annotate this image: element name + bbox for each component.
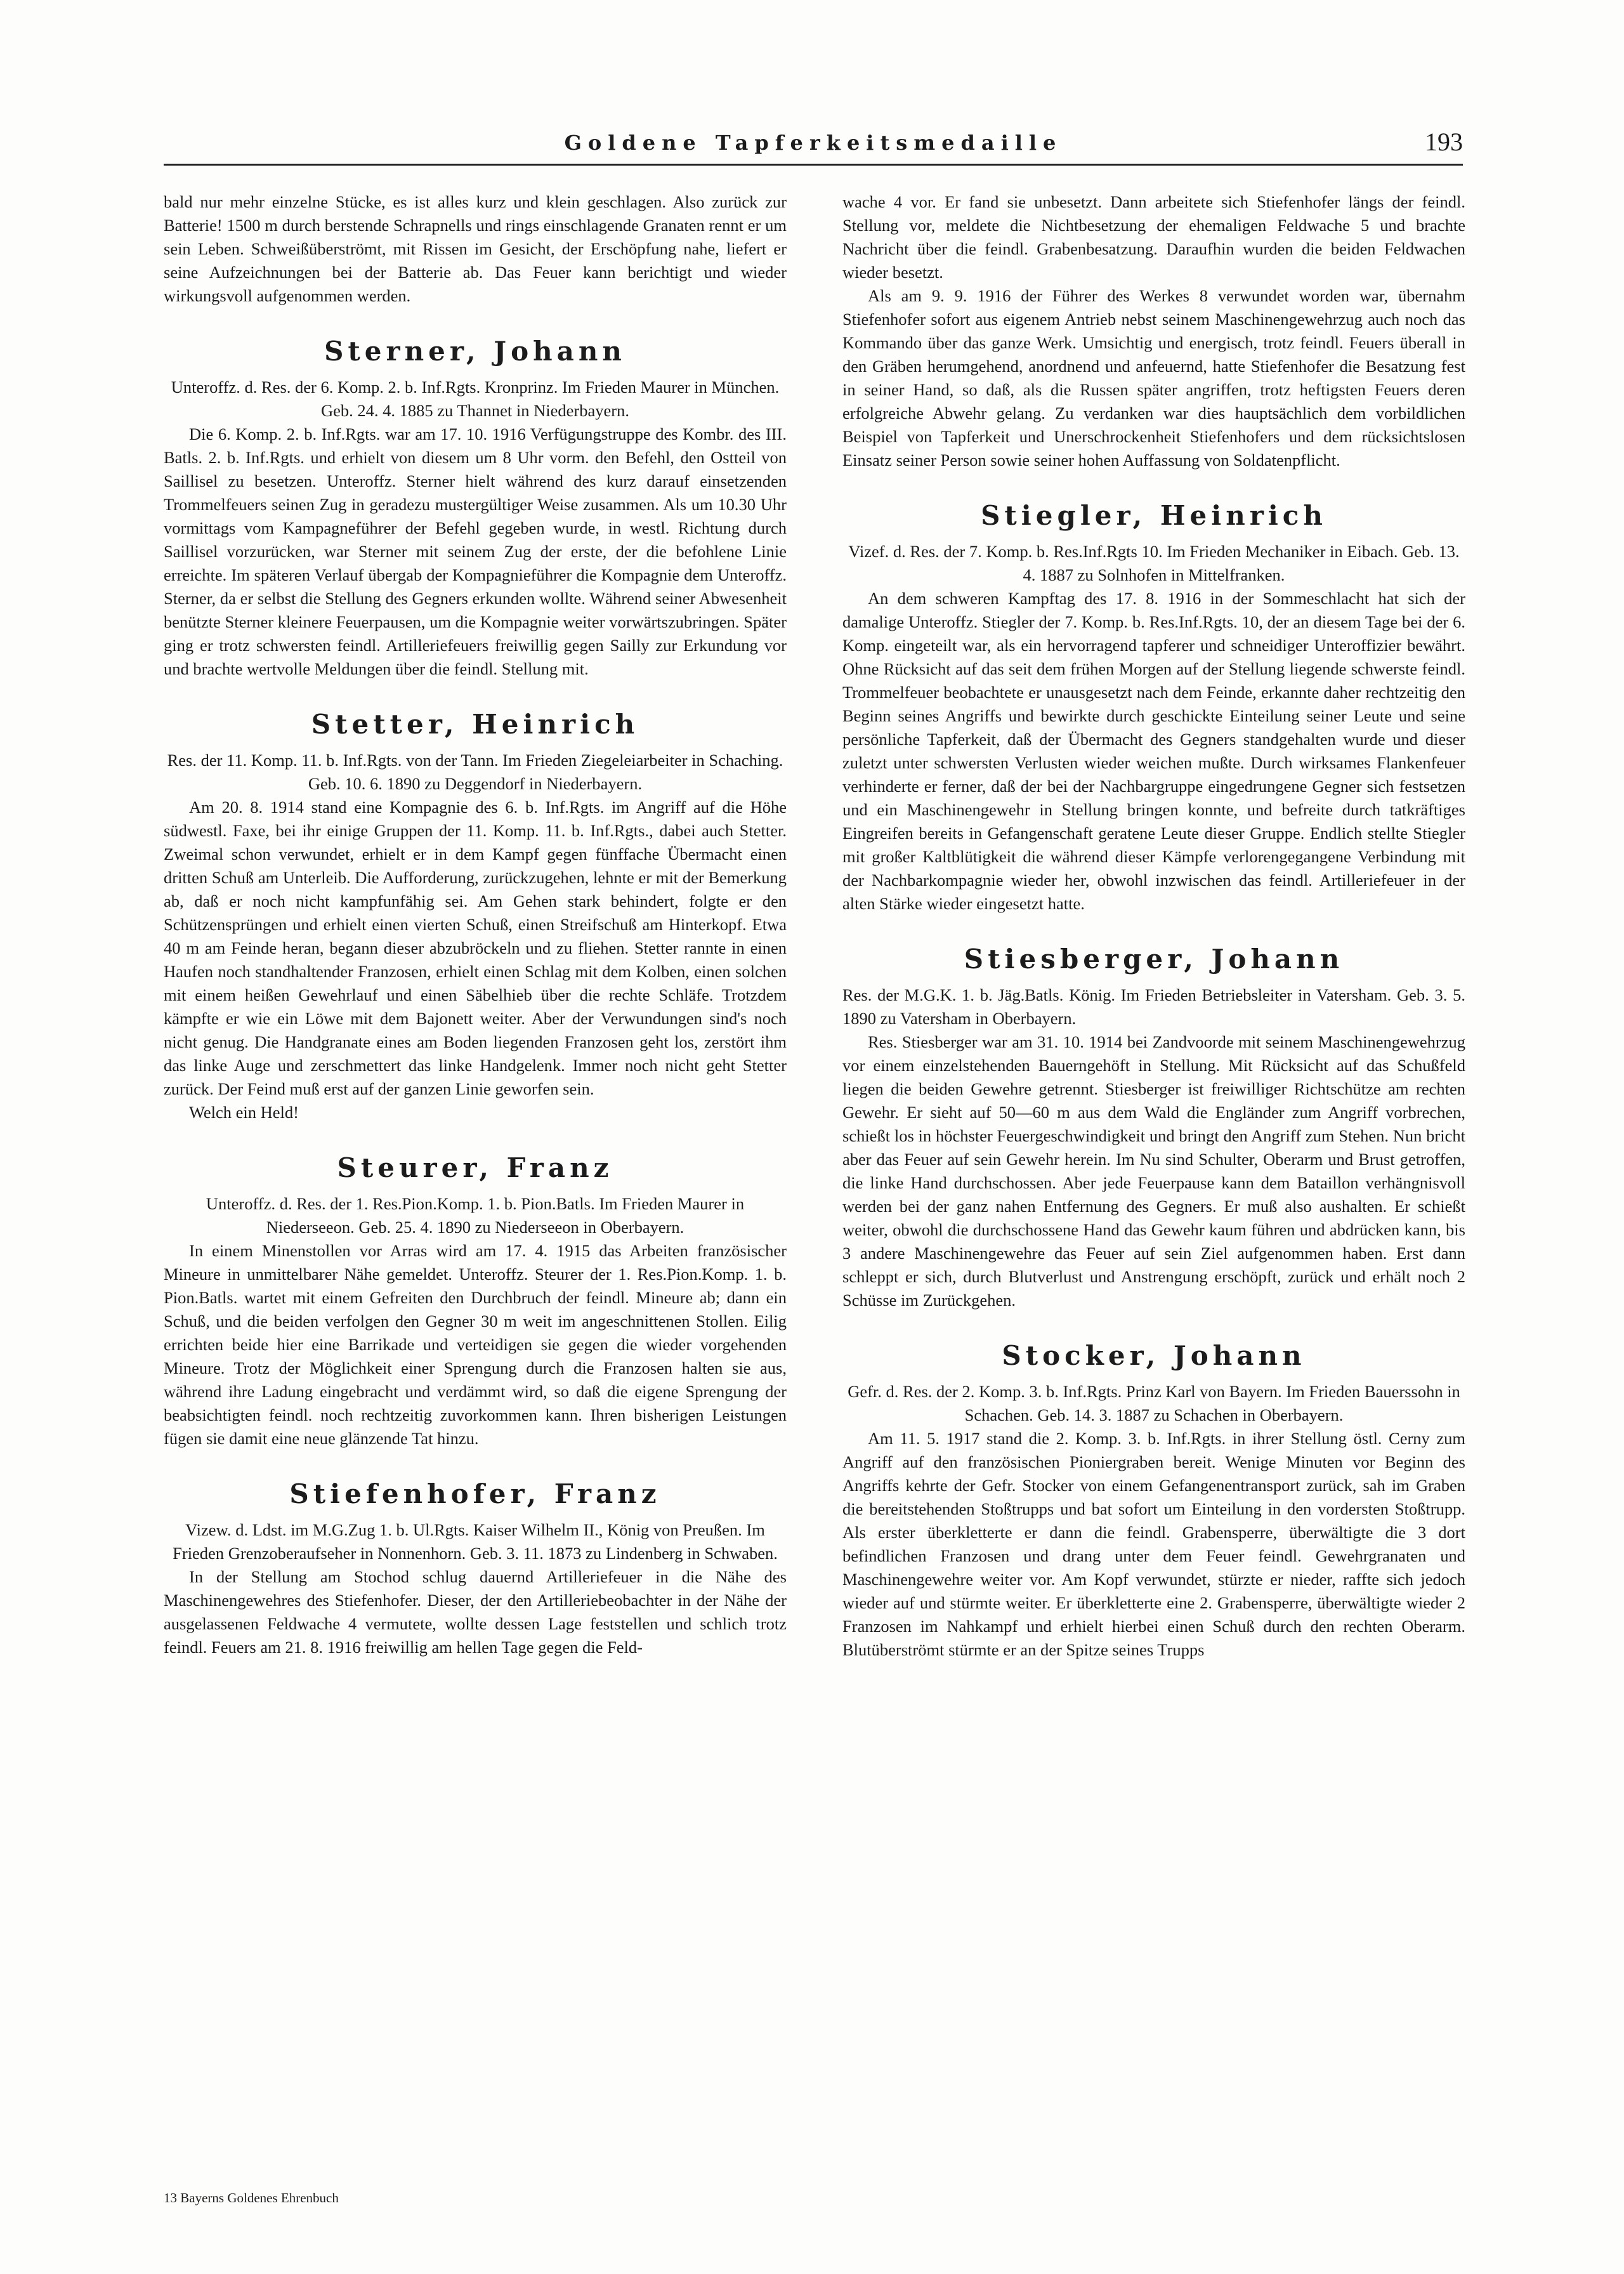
- entry-heading: Stiesberger, Johann: [964, 943, 1344, 975]
- entry-info: Vizew. d. Ldst. im M.G.Zug 1. b. Ul.Rgts. Kaiser Wilhelm II., König von Preußen. Im Frieden Grenzoberaufseher in Nonnenhorn. Geb. 3. 11. 1873 zu Lindenberg in Schwaben.: [173, 1520, 778, 1563]
- entry-heading: Stetter, Heinrich: [311, 709, 639, 740]
- entry-heading: Steurer, Franz: [337, 1152, 613, 1183]
- left-column: [164, 190, 787, 1659]
- entry-heading: Stiefenhofer, Franz: [289, 1478, 661, 1509]
- entry-info: Res. der M.G.K. 1. b. Jäg.Batls. König. Im Frieden Betriebsleiter in Vatersham. Geb. 3. 5. 1890 zu Vatersham in Oberbayern.: [842, 985, 1465, 1028]
- continuation-paragraph: bald nur mehr einzelne Stücke, es ist alles kurz und klein geschlagen. Also zurück zur Batterie! 1500 m durch berstende Schrapnells und rings einschlagende Granaten rennt er um sein Leben. Schweißüberströmt, mit Rissen im Gesicht, der Erschöpfung nahe, liefert er seine Aufzeichnungen bei der Batterie ab. Das Feuer kann berichtigt und wieder wirkungsvoll aufgenommen werden.: [164, 192, 787, 305]
- entry-info: Gefr. d. Res. der 2. Komp. 3. b. Inf.Rgts. Prinz Karl von Bayern. Im Frieden Bauerssohn in Schachen. Geb. 14. 3. 1887 zu Schachen in Oberbayern.: [848, 1382, 1460, 1424]
- entry-body: Die 6. Komp. 2. b. Inf.Rgts. war am 17. 10. 1916 Verfügungstruppe des Kombr. des III. Batls. 2. b. Inf.Rgts. und erhielt von diesem um 8 Uhr vorm. den Befehl, den Ostteil von Saillisel zu besetzen. Unteroffz. Sterner hielt während des kurz darauf einsetzenden Trommelfeuers seinen Zug in geradezu mustergültiger Weise zusammen. Als um 10.30 Uhr vormittags vom Kampagneführer der Befehl gegeben wurde, in westl. Richtung durch Saillisel vorzurücken, war Sterner mit seinem Zug der erste, der die befohlene Linie erreichte. Im späteren Verlauf übergab der Kompagnieführer die Kompagnie dem Unteroffz. Sterner, da er selbst die Stellung des Gegners erkunden wollte. Während seiner Abwesenheit benützte Sterner kleinere Feuerpausen, um die Kompagnie weiter vorwärtszubringen. Später ging er trotz schwersten feindl. Artilleriefeuers freiwillig gegen Sailly zur Erkundung vor und brachte wertvolle Meldungen über die feindl. Stellung mit.: [164, 424, 787, 678]
- entry-info: Res. der 11. Komp. 11. b. Inf.Rgts. von der Tann. Im Frieden Ziegeleiarbeiter in Schaching. Geb. 10. 6. 1890 zu Deggendorf in Niederbayern.: [167, 751, 783, 793]
- running-title: Goldene Tapferkeitsmedaille: [564, 131, 1063, 155]
- continuation-paragraph: Als am 9. 9. 1916 der Führer des Werkes 8 verwundet worden war, übernahm Stiefenhofer sofort aus eigenem Antrieb nebst seinem Maschinengewehrzug auch noch das Kommando über das ganze Werk. Umsichtig und energisch, trotz feindl. Feuers überall in den Gräben herumgehend, anordnend und anfeuernd, hatte Stiefenhofer die Besatzung fest in seiner Hand, so daß, als die Russen später angriffen, trotz heftigsten Feuers deren erfolgreiche Abwehr gelang. Zu verdanken war dies hauptsächlich dem vorbildlichen Beispiel von Tapferkeit und Unerschrockenheit Stiefenhofers und dem rücksichtslosen Einsatz seiner Person sowie seiner hohen Auffassung von Soldatenpflicht.: [842, 286, 1465, 470]
- entry-heading: Sterner, Johann: [324, 336, 626, 367]
- entry-info: Unteroffz. d. Res. der 6. Komp. 2. b. Inf.Rgts. Kronprinz. Im Frieden Maurer in München. Geb. 24. 4. 1885 zu Thannet in Niederbayern.: [171, 378, 780, 420]
- entry-closing: Welch ein Held!: [189, 1103, 299, 1122]
- entry-body: Am 11. 5. 1917 stand die 2. Komp. 3. b. Inf.Rgts. in ihrer Stellung östl. Cerny zum Angriff auf den französischen Pioniergraben bereit. Wenige Minuten vor Beginn des Angriffs kehrte der Gefr. Stocker von einem Gefangenentransport zurück, sah im Graben die bereitstehenden Stoßtrupps und bat sofort um Einteilung in den vordersten Stoßtrupp. Als erster überkletterte er dann die feindl. Grabensperre, überwältigte die 3 dort befindlichen Franzosen und drang unter dem Feuer feindl. Gewehrgranaten und Maschinengewehre weiter vor. Am Kopf verwundet, stürzte er nieder, raffte sich jedoch wieder auf und stürmte weiter. Er überkletterte eine 2. Grabensperre, überwältigte wieder 2 Franzosen im Nahkampf und erhielt hierbei einen Schuß durch den rechten Oberarm. Blutüberströmt stürmte er an der Spitze seines Trupps: [842, 1429, 1465, 1659]
- entry-body: In einem Minenstollen vor Arras wird am 17. 4. 1915 das Arbeiten französischer Mineure in unmittelbarer Nähe gemeldet. Unteroffz. Steurer der 1. Res.Pion.Komp. 1. b. Pion.Batls. wartet mit einem Gefreiten den Durchbruch der feindl. Mineure ab; dann ein Schuß, und die beiden verfolgen den Gegner 30 m weit im angeschnittenen Stollen. Eilig errichten beide hier eine Barrikade und verteidigen sie gegen die wieder vorgehenden Mineure. Trotz der Möglichkeit einer Sprengung durch die Franzosen halten sie aus, während ihre Ladung eingebracht und verdämmt wird, so daß die eigene Sprengung der beabsichtigten feindl. noch rechtzeitig zuvorkommen kann. Ihren bisherigen Leistungen fügen sie damit eine neue glänzende Tat hinzu.: [164, 1241, 787, 1448]
- page-number: 193: [1425, 128, 1463, 156]
- entry-heading: Stiegler, Heinrich: [981, 500, 1327, 531]
- entry-body: An dem schweren Kampftag des 17. 8. 1916 in der Sommeschlacht hat sich der damalige Unteroffz. Stiegler der 7. Komp. b. Res.Inf.Rgts. 10, der an diesem Tage bei der 6. Komp. eingeteilt war, als ein hervorragend tapferer und schneidiger Unteroffizier bewährt. Ohne Rücksicht auf das seit dem frühen Morgen auf der Stellung liegende schwerste feindl. Trommelfeuer beobachtete er unausgesetzt nach dem Feinde, erkannte daher rechtzeitig den Beginn seines Angriffs und bewirkte durch geschickte Einteilung seiner Leute und seine persönliche Tapferkeit, daß der Übermacht des Gegners standgehalten wurde und dieser zuletzt unter schwersten Verlusten wieder weichen mußte. Durch wirksames Flankenfeuer verhinderte er ferner, daß der bei der Nachbargruppe eingedrungene Gegner sich festsetzen und ein Maschinengewehr in Stellung bringen konnte, und befreite durch tatkräftiges Eingreifen bereits in Gefangenschaft geratene Leute dieser Gruppe. Endlich stellte Stiegler mit großer Kaltblütigkeit die während dieser Kämpfe verlorengegangene Verbindung mit der Nachbarkompagnie wieder her, obwohl inzwischen das feindl. Artilleriefeuer in der alten Stärke wieder eingesetzt hatte.: [842, 589, 1465, 913]
- signature-mark: 13 Bayerns Goldenes Ehrenbuch: [164, 2190, 339, 2205]
- entry-info: Vizef. d. Res. der 7. Komp. b. Res.Inf.Rgts 10. Im Frieden Mechaniker in Eibach. Geb. 13. 4. 1887 zu Solnhofen in Mittelfranken.: [848, 542, 1460, 584]
- entry-info: Unteroffz. d. Res. der 1. Res.Pion.Komp. 1. b. Pion.Batls. Im Frieden Maurer in Niederseeon. Geb. 25. 4. 1890 zu Niederseeon in Oberbayern.: [206, 1194, 745, 1237]
- entry-body: In der Stellung am Stochod schlug dauernd Artilleriefeuer in die Nähe des Maschinengewehres des Stiefenhofer. Dieser, der den Artilleriebeobachter in der Nähe der ausgelassenen Feldwache 4 vermutete, wollte dessen Lage feststellen und schlich trotz feindl. Feuers am 21. 8. 1916 freiwillig am hellen Tage gegen die Feld-: [164, 1567, 787, 1657]
- continuation-paragraph: wache 4 vor. Er fand sie unbesetzt. Dann arbeitete sich Stiefenhofer längs der feindl. Stellung vor, meldete die Nichtbesetzung der ehemaligen Feldwache 5 und brachte Nachricht über die feindl. Grabenbesatzung. Daraufhin wurden die beiden Feldwachen wieder besetzt.: [842, 192, 1465, 282]
- entry-body: Am 20. 8. 1914 stand eine Kompagnie des 6. b. Inf.Rgts. im Angriff auf die Höhe südwestl. Faxe, bei ihr einige Gruppen der 11. Komp. 11. b. Inf.Rgts., dabei auch Stetter. Zweimal schon verwundet, erhielt er in dem Kampf gegen fünffache Übermacht einen dritten Schuß am Unterleib. Die Aufforderung, zurückzugehen, lehnte er mit der Bemerkung ab, daß er noch nicht kampfunfähig sei. Am Gehen stark behindert, folgte er den Schützensprüngen und erhielt einen vierten Schuß, einen Streifschuß am Hinterkopf. Etwa 40 m am Feinde heran, begann dieser abzubröckeln und zu fliehen. Stetter rannte in einen Haufen noch standhaltender Franzosen, erhielt einen Schlag mit dem Kolben, einen solchen mit einem heißen Gewehrlauf und einen Säbelhieb über die rechte Schläfe. Trotzdem kämpfte er wie ein Löwe mit dem Bajonett weiter. Aber der Verwundungen sind's noch nicht genug. Die Handgranate eines am Boden liegenden Franzosen geht los, zerstört ihm das linke Auge und zerschmettert das linke Handgelenk. Immer noch nicht geht Stetter zurück. Der Feind muß erst auf der ganzen Linie geworfen sein.: [164, 798, 787, 1098]
- right-column: [842, 190, 1465, 1662]
- entry-heading: Stocker, Johann: [1002, 1340, 1306, 1371]
- running-header: [164, 126, 1463, 166]
- entry-body: Res. Stiesberger war am 31. 10. 1914 bei Zandvoorde mit seinem Maschinengewehrzug vor einem einzelstehenden Bauerngehöft in Stellung. Mit Rücksicht auf das Schußfeld liegen die beiden Gewehre getrennt. Stiesberger ist freiwilliger Richtschütze am rechten Gewehr. Er sieht auf 50—60 m aus dem Wald die Engländer zum Angriff vorbrechen, schießt los in höchster Feuergeschwindigkeit und bringt den Angriff zum Stehen. Nun bricht aber das Feuer auf sein Gewehr herein. Im Nu sind Schulter, Oberarm und Brust getroffen, die linke Hand durchschossen. Aber jede Feuerpause kann dem Bataillon verhängnisvoll werden bei der ganz nahen Entfernung des Gegners. Er muß also aushalten. Er schießt weiter, obwohl die durchschossene Hand das Gewehr kaum führen und abdrücken kann, bis 3 andere Maschinengewehre das Feuer auf sein Ziel aufgenommen haben. Erst dann schleppt er sich, durch Blutverlust und Anstrengung erschöpft, zurück und erhält noch 2 Schüsse im Zurückgehen.: [842, 1032, 1465, 1310]
